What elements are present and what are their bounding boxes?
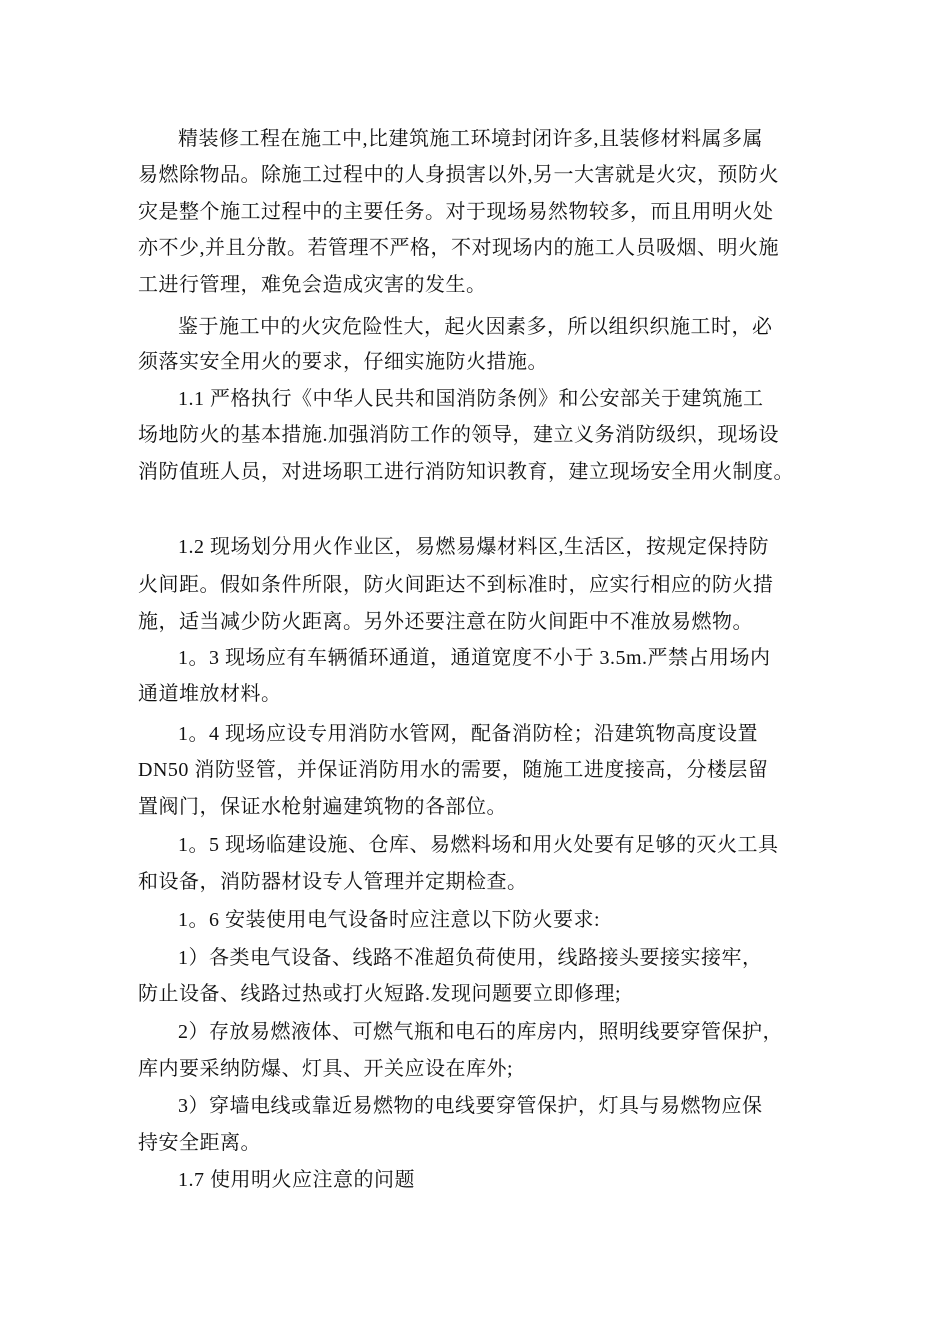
text-line: 精装修工程在施工中,比建筑施工环境封闭许多,且装修材料属多属 [178,128,763,150]
text-line: 场地防火的基本措施.加强消防工作的领导，建立义务消防级织，现场设 [138,424,779,446]
text-line: 1）各类电气设备、线路不准超负荷使用，线路接头要接实接牢， [178,947,763,969]
text-line: 工进行管理，难免会造成灾害的发生。 [138,274,487,296]
text-line: 亦不少,并且分散。若管理不严格，不对现场内的施工人员吸烟、明火施 [138,237,779,259]
text-line: 1.1 严格执行《中华人民共和国消防条例》和公安部关于建筑施工 [178,388,764,410]
text-line: 火间距。假如条件所限，防火间距达不到标准时，应实行相应的防火措 [138,574,774,596]
text-line: 消防值班人员，对进场职工进行消防知识教育，建立现场安全用火制度。 [138,461,794,483]
text-line: 3）穿墙电线或靠近易燃物的电线要穿管保护，灯具与易燃物应保 [178,1095,763,1117]
text-line: 鉴于施工中的火灾危险性大，起火因素多，所以组织织施工时，必 [178,316,773,338]
text-line: 1。3 现场应有车辆循环通道，通道宽度不小于 3.5m.严禁占用场内 [178,647,771,669]
text-line: 置阀门，保证水枪射遍建筑物的各部位。 [138,796,507,818]
text-line: 1。6 安装使用电气设备时应注意以下防火要求: [178,909,601,931]
text-line: 1。5 现场临建设施、仓库、易燃料场和用火处要有足够的灭火工具 [178,834,779,856]
text-line: 2）存放易燃液体、可燃气瓶和电石的库房内，照明线要穿管保护， [178,1021,783,1043]
text-line: 易燃除物品。除施工过程中的人身损害以外,另一大害就是火灾，预防火 [138,164,779,186]
text-line: 1.2 现场划分用火作业区，易燃易爆材料区,生活区，按规定保持防 [178,536,769,558]
text-line: 须落实安全用火的要求，仔细实施防火措施。 [138,351,548,373]
text-line: 通道堆放材料。 [138,683,282,705]
text-line: 库内要采纳防爆、灯具、开关应设在库外; [138,1058,514,1080]
text-line: 灾是整个施工过程中的主要任务。对于现场易然物较多，而且用明火处 [138,201,774,223]
text-line: 防止设备、线路过热或打火短路.发现问题要立即修理; [138,983,622,1005]
text-line: 1.7 使用明火应注意的问题 [178,1169,415,1191]
text-line: DN50 消防竖管，并保证消防用水的需要，随施工进度接高，分楼层留 [138,759,769,781]
text-line: 1。4 现场应设专用消防水管网，配备消防栓；沿建筑物高度设置 [178,723,758,745]
text-line: 和设备，消防器材设专人管理并定期检查。 [138,871,528,893]
text-line: 持安全距离。 [138,1132,261,1154]
text-line: 施，适当减少防火距离。另外还要注意在防火间距中不准放易燃物。 [138,611,753,633]
